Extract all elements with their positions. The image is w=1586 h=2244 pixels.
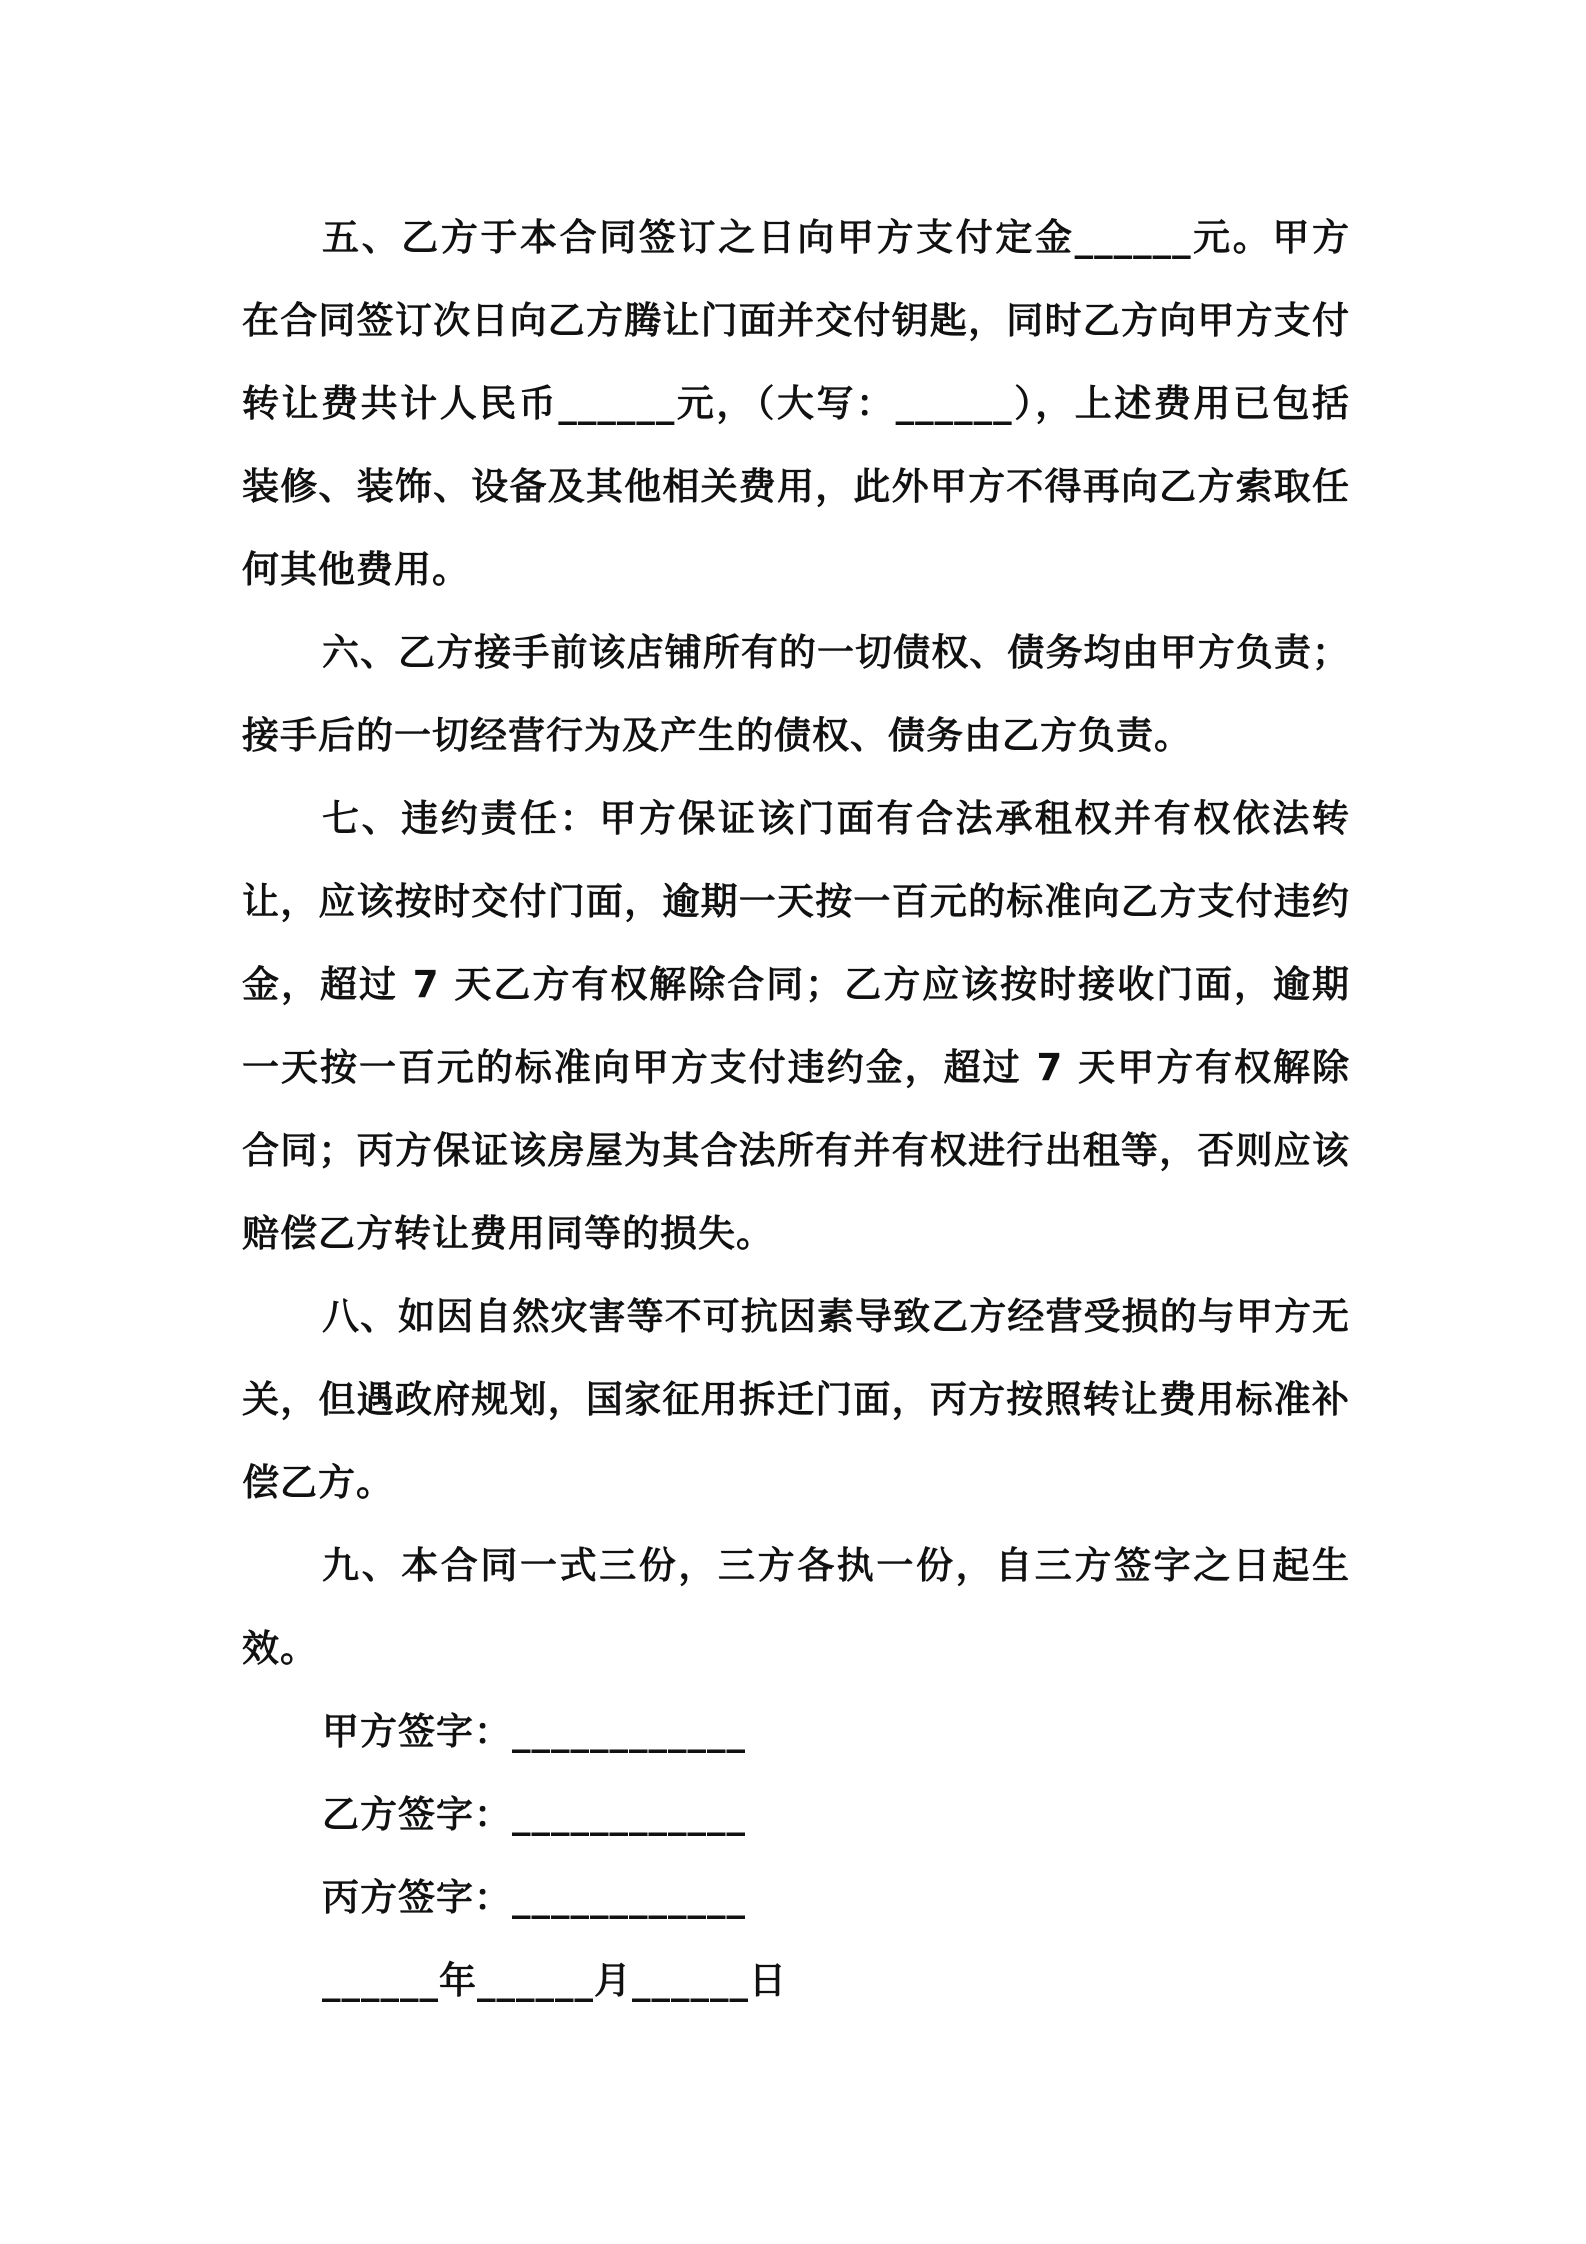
party-b-signature: 乙方签字：____________ [322, 1793, 746, 1836]
clause-seven: 七、违约责任：甲方保证该门面有合法承租权并有权依法转让，应该按时交付门面，逾期一天按一百元的标准向乙方支付违约金，超过 7 天乙方有权解除合同；乙方应该按时接收门面，逾期一天按一百元的标准向甲方支付违约金，超过 7 天甲方有权解除合同；丙方保证该房屋为其合法所有并有权进行出租等，否则应该赔偿乙方转让费用同等的损失。 [242, 797, 1350, 1255]
contract-body [242, 196, 1350, 2022]
clause-six: 六、乙方接手前该店铺所有的一切债权、债务均由甲方负责；接手后的一切经营行为及产生的债权、债务由乙方负责。 [242, 631, 1350, 757]
party-c-signature: 丙方签字：____________ [322, 1876, 746, 1919]
party-a-signature: 甲方签字：____________ [322, 1710, 746, 1753]
clause-nine: 九、本合同一式三份，三方各执一份，自三方签字之日起生效。 [242, 1544, 1350, 1670]
clause-eight: 八、如因自然灾害等不可抗因素导致乙方经营受损的与甲方无关，但遇政府规划，国家征用拆迁门面，丙方按照转让费用标准补偿乙方。 [242, 1295, 1350, 1504]
clause-five: 五、乙方于本合同签订之日向甲方支付定金______元。甲方在合同签订次日向乙方腾让门面并交付钥匙，同时乙方向甲方支付转让费共计人民币______元，（大写：______），上述费用已包括装修、装饰、设备及其他相关费用，此外甲方不得再向乙方索取任何其他费用。 [242, 216, 1350, 591]
signing-date: ______年______月______日 [322, 1959, 787, 2002]
